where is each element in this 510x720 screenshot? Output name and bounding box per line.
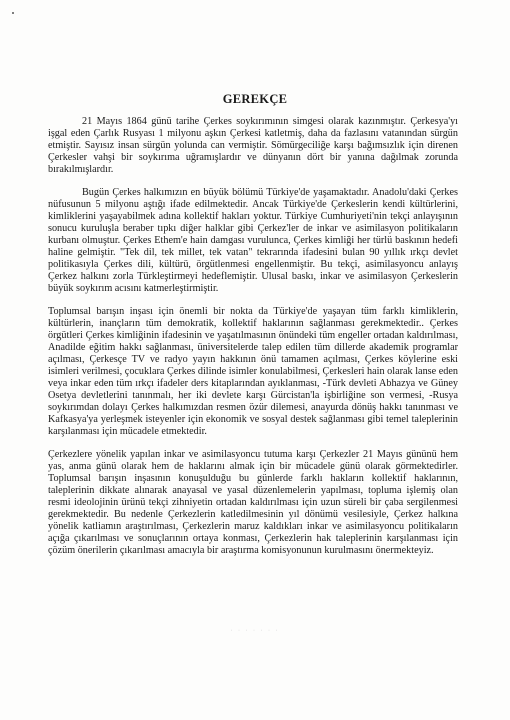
paragraph-1: 21 Mayıs 1864 günü tarihe Çerkes soykırımının simgesi olarak kazınmıştır. Çerkesya'yı işgal eden Çarlık Rusyası 1 milyonu aşkın Çerkesi katletmiş, daha da fazlasını vatanından sürgün etmiştir. Sayısız insan sürgün yolunda can vermiştir. Sömürgeciliğe karşı bağımsızlık için direnen Çerkesler vahşi bir soykırıma uğramışlardır ve dünyanın dört bir yanına dağılmak zorunda bırakılmışlardır.: [48, 116, 458, 175]
scan-speck: [12, 12, 14, 14]
paragraph-2: Bugün Çerkes halkımızın en büyük bölümü Türkiye'de yaşamaktadır. Anadolu'daki Çerkes nüfusunun 5 milyonu aştığı ifade edilmektedir. Ancak Türkiye'de Çerkeslerin kendi kültürlerini, kimliklerini yaşayabilmek adına kollektif hakları yoktur. Türkiye Cumhuriyeti'nin tekçi anlayışının sonucu kuruluşla beraber tıpkı diğer halklar gibi Çerkez'ler de inkar ve asimilasyon politikaların kurbanı olmuştur. Çerkes Ethem'e hain damgası vurulunca, Çerkes kimliği her türlü baskının hedefi haline gelmiştir. "Tek dil, tek millet, tek vatan" tekrarında ifadesini bulan 90 yıllık ırkçı devlet politikasıyla Çerkes dili, kültürü, örgütlenmesi engellenmiştir. Bu tekçi, asimilasyoncu anlayış Çerkez halkını zorla Türkleştirmeyi hedeflemiştir. Ulusal baskı, inkar ve asimilasyon Çerkeslerin büyük soykırım acısını katmerleştirmiştir.: [48, 187, 458, 294]
document-title: GEREKÇE: [222, 92, 288, 106]
paragraph-3: Toplumsal barışın inşası için önemli bir nokta da Türkiye'de yaşayan tüm farklı kimliklerin, kültürlerin, inançların tüm demokratik, kollektif haklarının sağlanması gerekmektedir.. Çerkes örgütleri Çerkes kimliğinin ifadesinin ve yaşatılmasının önündeki tüm engeller ortadan kaldırılması, Anadilde eğitim hakkı sağlanması, üniversitelerde talep edilen tüm dillerde akademik programlar açılması, Çerkesçe TV ve radyo yayın hakkının önü tamamen açılması, Çerkes köylerine eski isimleri verilmesi, çocuklara Çerkes dilinde isimler konulabilmesi, Çerkesleri hain olarak lanse eden veya inkar eden tüm ırkçı ifadeler ders kitaplarından ayıklanması, -Türk devleti Abhazya ve Güney Osetya devletlerini tanınmalı, her iki devlete karşı Gürcistan'la işbirliğine son vermesi, -Rusya soykırımdan dolayı Çerkes halkımızdan resmen özür dilemesi, anayurda dönüş hakkı tanınması ve Kafkasya'ya yerleşmek isteyenler için ekonomik ve sosyal destek sağlanması gibi temel taleplerinin karşılanması için mücadele etmektedir.: [48, 306, 458, 437]
document-body: [48, 116, 458, 568]
paragraph-4: Çerkezlere yönelik yapılan inkar ve asimilasyoncu tutuma karşı Çerkezler 21 Mayıs gününü hem yas, anma günü olarak hem de haklarını almak için bir mücadele günü olarak görmektedirler. Toplumsal barışın inşasının konuşulduğu bu günlerde farklı hakların kollektif haklarının, taleplerinin dikkate alınarak anayasal ve yasal düzenlemelerin yapılması, topluma işlemiş olan resmi ideolojinin ürünü tekçi zihniyetin ortadan kaldırılması için uzun süreli bir çaba sergilenmesi gerekmektedir. Bu nedenle Çerkezlerin katledilmesinin yıl dönümü vesilesiyle, Çerkez halkına yönelik katliamın araştırılması, Çerkezlerin maruz kaldıkları inkar ve asimilasyoncu politikaların açığa çıkarılması ve sonuçlarının ortaya konması, Çerkezlerin hak taleplerinin karşılanması için çözüm önerilerin çıkarılması amacıyla bir araştırma komisyonunun kurulmasını önermekteyiz.: [48, 449, 458, 556]
scan-artifact: · · · · · · ·: [230, 628, 280, 634]
